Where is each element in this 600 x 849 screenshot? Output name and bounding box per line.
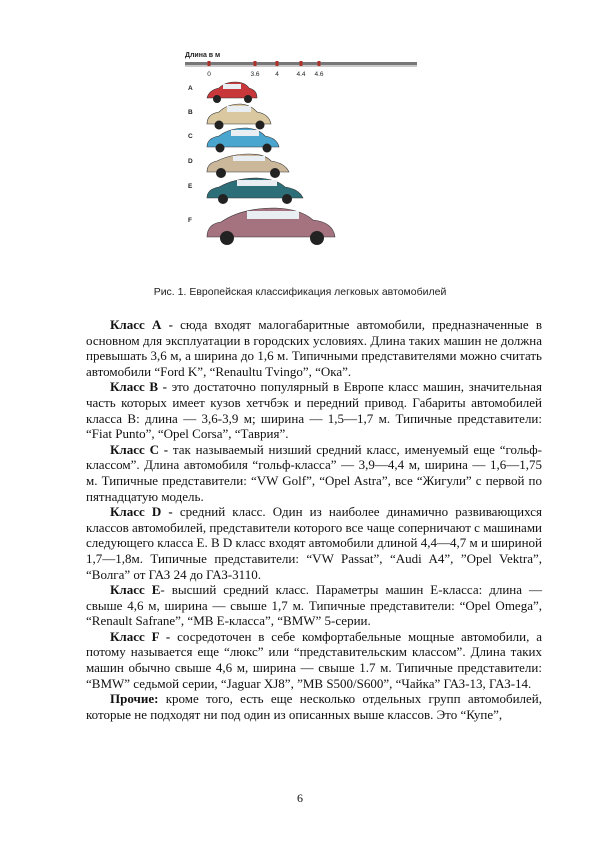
car-c-icon <box>207 128 279 153</box>
car-class-label: F <box>188 217 192 224</box>
class-heading: Прочие: <box>110 691 159 707</box>
car-a-icon <box>207 82 257 103</box>
car-b-icon <box>207 104 271 130</box>
car-class-label: E <box>188 183 193 190</box>
paragraph-text: сосредоточен в себе комфортабельные мощные автомобили, а потому называется еще “люкс” или “представительским классом”. Длина таких машин обычно свыше 4,6 м, ширина — свыше 1.7 м. Типичные представители: “BMW” седьмой серии, “Jaguar XJ8”, ”MB S500/S600”, “Чайка” ГАЗ-13, ГАЗ-14. <box>86 628 542 691</box>
paragraph-text: сюда входят малогабаритные автомобили, предназначенные в основном для эксплуатации в городских условиях. Длина таких машин не должна превышать 3,6 м, а ширина до 1,6 м. Типичными представителями можно считать автомобили “Ford K”, “Renaultu Tvingo”, “Ока”. <box>86 317 542 379</box>
paragraph-text: это достаточно популярный в Европе класс машин, значительная часть которых имеет кузов хетчбэк и передний привод. Габариты автомобилей класса В: длина — 3,6-3,9 м; ширина — 1,5—1,7 м. Типичные представители: “Fiat Punto”, “Opel Corsa”, “Таврия”. <box>86 379 543 442</box>
car-class-label: C <box>188 133 193 140</box>
body-text <box>86 317 542 722</box>
ruler-tick-mark <box>208 61 211 66</box>
ruler-tick-mark <box>318 61 321 66</box>
ruler-tick-label: 3.6 <box>250 71 260 78</box>
paragraph <box>86 317 542 379</box>
paragraph <box>86 442 542 504</box>
car-class-label: D <box>188 158 193 165</box>
ruler-tick-label: 0 <box>207 71 211 78</box>
ruler-tick-label: 4 <box>275 71 279 78</box>
car-classification-figure <box>185 52 420 252</box>
class-labels <box>188 85 193 224</box>
car-class-label: B <box>188 109 193 116</box>
length-axis-title: Длина в м <box>185 52 221 59</box>
car-f-icon <box>207 208 335 245</box>
class-heading: Класс F - <box>110 628 171 644</box>
paragraph <box>86 582 542 629</box>
paragraph <box>86 629 542 691</box>
ruler-tick-mark <box>254 61 257 66</box>
class-heading: Класс А - <box>110 317 173 332</box>
page-number: 6 <box>297 791 303 805</box>
class-heading: Класс С - <box>110 441 169 457</box>
class-heading: Класс В - <box>110 379 167 395</box>
ruler-tick-mark <box>276 61 279 66</box>
car-diagram <box>185 52 420 252</box>
paragraph <box>86 379 542 441</box>
paragraph-text: кроме того, есть еще несколько отдельных групп автомобилей, которые не подходят ни под один из описанных выше классов. Это “Купе”, <box>86 691 542 722</box>
paragraph-text: так называемый низший средний класс, именуемый еще “гольф-классом”. Длина автомобиля “гольф-класса” — 3,9—4,4 м, ширина — 1,6—1,75 м. Типичные представители: “VW Golf”, “Opel Astra”, все “Жигули” с первой по пятнадцатую модель. <box>86 441 542 504</box>
ruler-tick-mark <box>300 61 303 66</box>
class-heading: Класс Е <box>110 582 161 598</box>
car-class-label: A <box>188 85 193 92</box>
car-e-icon <box>207 178 303 204</box>
paragraph <box>86 504 542 582</box>
ruler-tick-label: 4.4 <box>296 71 306 78</box>
class-heading: Класс D - <box>110 504 173 520</box>
figure-caption: Рис. 1. Европейская классификация легковых автомобилей <box>153 286 447 298</box>
ruler-tick-label: 4.6 <box>314 71 324 78</box>
paragraph-text: средний класс. Один из наиболее динамично развивающихся классов автомобилей, представители которого все чаще соперничают с машинами следующего класса Е. В D класс входят автомобили длиной 4,4—4,7 м и шириной 1,7—1,8м. Типичные представители: “VW Passat”, “Audi A4”, ”Opel Vektra”, “Волга” от ГАЗ 24 до ГАЗ-3110. <box>86 504 543 582</box>
paragraph-text: - высший средний класс. Параметры машин Е-класса: длина — свыше 4,6 м, ширина — свыше 1,7 м. Типичные представители: “Opel Omega”, “Renault Safrane”, “MB E-класса”, “BMW” 5-серии. <box>86 582 542 629</box>
car-d-icon <box>207 154 289 178</box>
paragraph <box>86 691 542 722</box>
